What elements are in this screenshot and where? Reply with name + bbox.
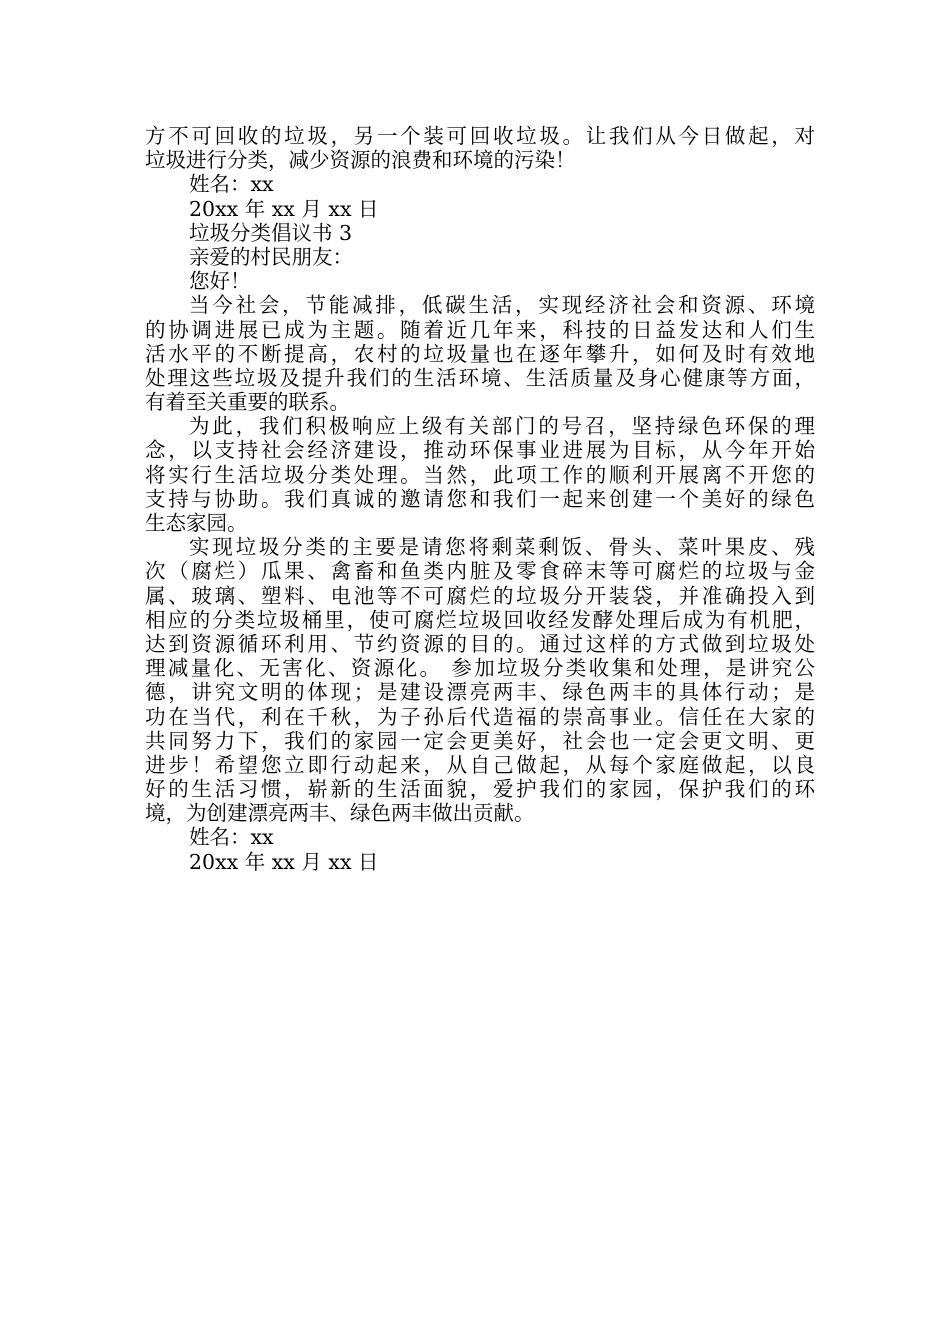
paragraph-line: 为此，我们积极响应上级有关部门的号召，坚持绿色环保的理	[189, 414, 815, 439]
paragraph-line: 功在当代，利在千秋，为子孙后代造福的崇高事业。信任在大家的	[145, 704, 815, 729]
paragraph-line: 处理这些垃圾及提升我们的生活环境、生活质量及身心健康等方面，	[145, 365, 815, 390]
paragraph-line: 境，为创建漂亮两丰、绿色两丰做出贡献。	[145, 801, 535, 826]
paragraph-line: 活水平的不断提高，农村的垃圾量也在逐年攀升，如何及时有效地	[145, 341, 815, 366]
paragraph-line: 共同努力下，我们的家园一定会更美好，社会也一定会更文明、更	[145, 728, 815, 753]
paragraph-line: 理减量化、无害化、资源化。 参加垃圾分类收集和处理，是讲究公	[145, 656, 815, 681]
paragraph-line: 垃圾进行分类，减少资源的浪费和环境的污染！	[145, 148, 576, 173]
signature-name: 姓名：xx	[189, 172, 274, 197]
paragraph-line: 将实行生活垃圾分类处理。当然，此项工作的顺利开展离不开您的	[145, 462, 815, 487]
paragraph-line: 支持与协助。我们真诚的邀请您和我们一起来创建一个美好的绿色	[145, 486, 815, 511]
greeting: 您好！	[189, 269, 251, 294]
paragraph-line: 实现垃圾分类的主要是请您将剩菜剩饭、骨头、菜叶果皮、残	[189, 535, 815, 560]
paragraph-line: 方不可回收的垃圾，另一个装可回收垃圾。让我们从今日做起，对	[145, 124, 815, 148]
signature-date: 20xx 年 xx 月 xx 日	[189, 196, 379, 221]
salutation: 亲爱的村民朋友：	[189, 244, 353, 269]
paragraph-line: 次（腐烂）瓜果、禽畜和鱼类内脏及零食碎末等可腐烂的垃圾与金	[145, 559, 815, 584]
document-title: 垃圾分类倡议书 3	[189, 220, 353, 245]
signature-name: 姓名：xx	[189, 825, 274, 850]
paragraph-line: 好的生活习惯，崭新的生活面貌，爱护我们的家园，保护我们的环	[145, 777, 815, 802]
paragraph-line: 属、玻璃、塑料、电池等不可腐烂的垃圾分开装袋，并准确投入到	[145, 583, 815, 608]
paragraph-line: 德，讲究文明的体现；是建设漂亮两丰、绿色两丰的具体行动；是	[145, 680, 815, 705]
paragraph-line: 念，以支持社会经济建设，推动环保事业进展为目标，从今年开始	[145, 438, 815, 463]
signature-date: 20xx 年 xx 月 xx 日	[189, 849, 379, 874]
paragraph-line: 相应的分类垃圾桶里，使可腐烂垃圾回收经发酵处理后成为有机肥，	[145, 607, 815, 632]
paragraph-line: 达到资源循环利用、节约资源的目的。通过这样的方式做到垃圾处	[145, 631, 815, 656]
paragraph-line: 生态家园。	[145, 511, 248, 535]
document-body	[145, 124, 815, 874]
paragraph-line: 的协调进展已成为主题。随着近几年来，科技的日益发达和人们生	[145, 317, 815, 342]
paragraph-line: 当今社会，节能减排，低碳生活，实现经济社会和资源、环境	[189, 293, 815, 318]
paragraph-line: 有着至关重要的联系。	[145, 390, 350, 415]
paragraph-line: 进步！希望您立即行动起来，从自己做起，从每个家庭做起，以良	[145, 752, 815, 777]
